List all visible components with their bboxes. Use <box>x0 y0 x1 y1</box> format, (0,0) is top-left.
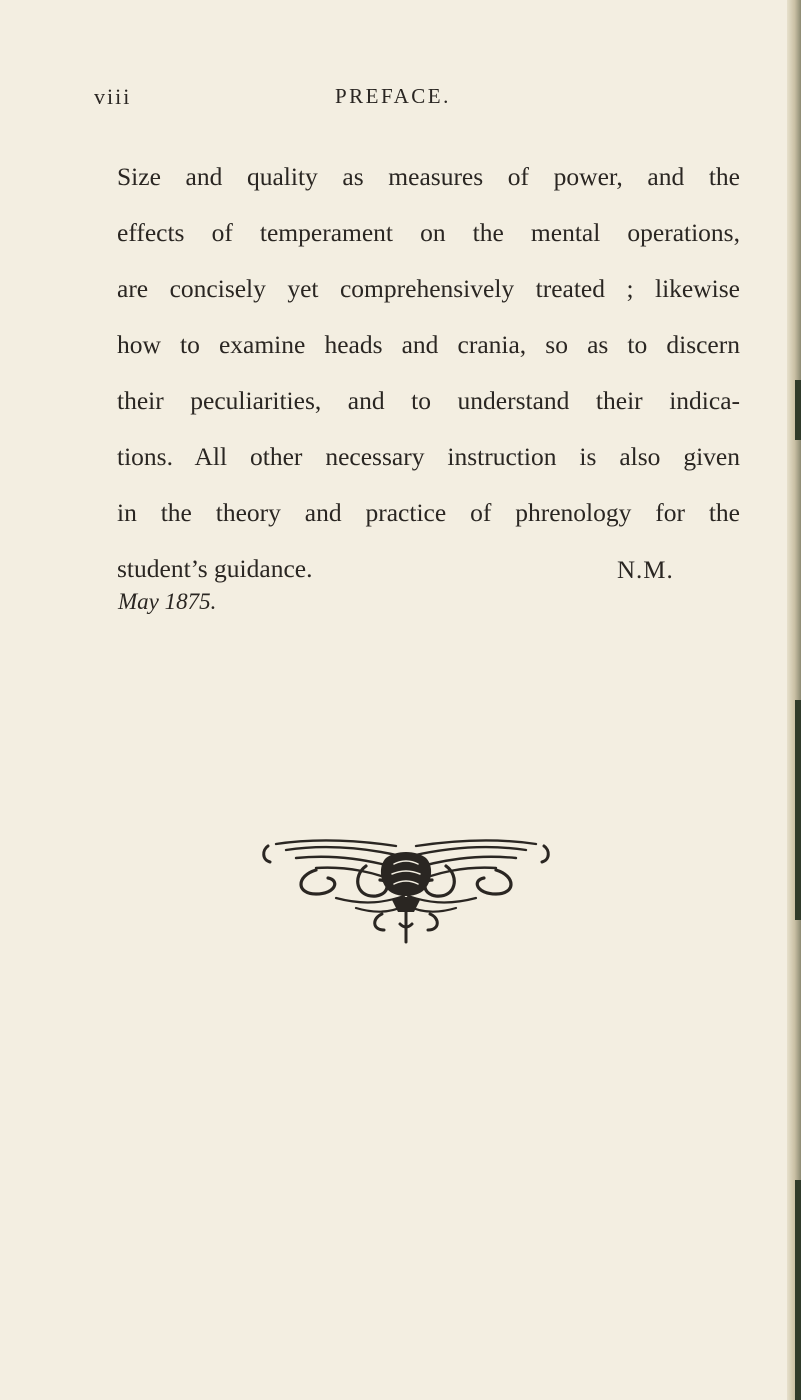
page-edge-shadow <box>795 1180 801 1400</box>
running-title: PREFACE. <box>335 84 451 108</box>
text-line: how to examine heads and crania, so as to discern <box>117 330 740 359</box>
author-signature: N.M. <box>617 557 674 584</box>
text-line: student’s guidance. <box>117 554 313 583</box>
text-line: tions. All other necessary instruction is also given <box>117 442 740 471</box>
dateline: May 1875. <box>118 589 217 614</box>
page-edge-shadow <box>795 700 801 920</box>
running-head <box>0 84 801 114</box>
text-line: in the theory and practice of phrenology for the <box>117 498 740 527</box>
body-paragraph <box>117 153 740 601</box>
text-line: their peculiarities, and to understand their indica- <box>117 386 740 415</box>
decorative-tailpiece-icon <box>256 836 556 948</box>
page-edge-shadow <box>795 380 801 440</box>
text-line: are concisely yet comprehensively treated ; likewise <box>117 274 740 303</box>
page-number: viii <box>94 84 132 109</box>
text-line: Size and quality as measures of power, and the <box>117 162 740 191</box>
text-line: effects of temperament on the mental operations, <box>117 218 740 247</box>
